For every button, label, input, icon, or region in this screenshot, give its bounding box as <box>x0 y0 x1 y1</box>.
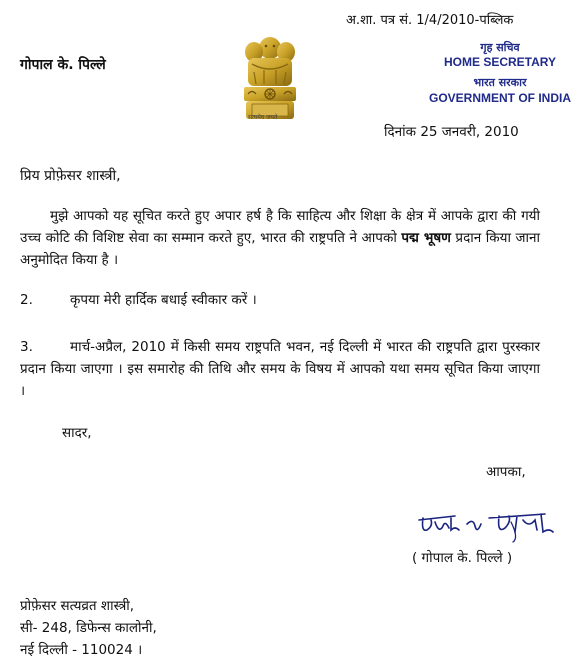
reference-number: अ.शा. पत्र सं. 1/4/2010-पब्लिक <box>346 13 514 28</box>
paragraph-1-text-b: प्रदान किया जाना अनुमोदित किया है । <box>20 230 541 268</box>
closing-yours: आपका, <box>486 464 526 480</box>
salutation: प्रिय प्रोफ़ेसर शास्त्री, <box>20 168 121 184</box>
closing-regards: सादर, <box>62 425 92 441</box>
address-line-2: सी- 248, डिफेन्स कालोनी, <box>20 620 157 636</box>
address-line-3: नई दिल्ली - 110024 । <box>20 642 143 658</box>
paragraph-1 <box>20 205 540 271</box>
office-title-hindi: गृह सचिव <box>480 41 520 54</box>
award-name: पद्म भूषण <box>401 230 451 246</box>
sender-name: गोपाल के. पिल्ले <box>20 57 106 73</box>
address-line-1: प्रोफ़ेसर सत्यव्रत शास्त्री, <box>20 598 135 614</box>
paragraph-3-number: 3. <box>20 339 33 355</box>
paragraph-2 <box>20 289 540 311</box>
recipient-address <box>20 595 157 661</box>
letter-date: दिनांक 25 जनवरी, 2010 <box>384 124 519 140</box>
office-title-english: HOME SECRETARY <box>443 55 556 69</box>
paragraph-1-text-a: मुझे आपको यह सूचित करते हुए अपार हर्ष है कि साहित्य और शिक्षा के क्षेत्र में आपके द्वारा की गयी उच्च कोटि की विशिष्ट सेवा का सम्मान करते हुए, भारत की राष्ट्रपति ने आपको <box>20 208 540 246</box>
office-block <box>420 40 580 110</box>
government-english: GOVERNMENT OF INDIA <box>428 91 571 105</box>
handwritten-signature <box>415 508 565 544</box>
emblem-motto: सत्यमेव जयते <box>248 114 278 121</box>
paragraph-2-text: कृपया मेरी हार्दिक बधाई स्वीकार करें । <box>70 292 257 308</box>
government-hindi: भारत सरकार <box>473 76 527 89</box>
signatory-name: ( गोपाल के. पिल्ले ) <box>412 550 513 566</box>
paragraph-3-text: मार्च-अप्रैल, 2010 में किसी समय राष्ट्रपति भवन, नई दिल्ली में भारत की राष्ट्रपति द्वारा पुरस्कार प्रदान किया जाएगा । इस समारोह की तिथि और समय के विषय में आपको यथा समय सूचित किया जाएगा । <box>20 339 540 399</box>
paragraph-3 <box>20 336 540 402</box>
paragraph-2-number: 2. <box>20 292 33 308</box>
